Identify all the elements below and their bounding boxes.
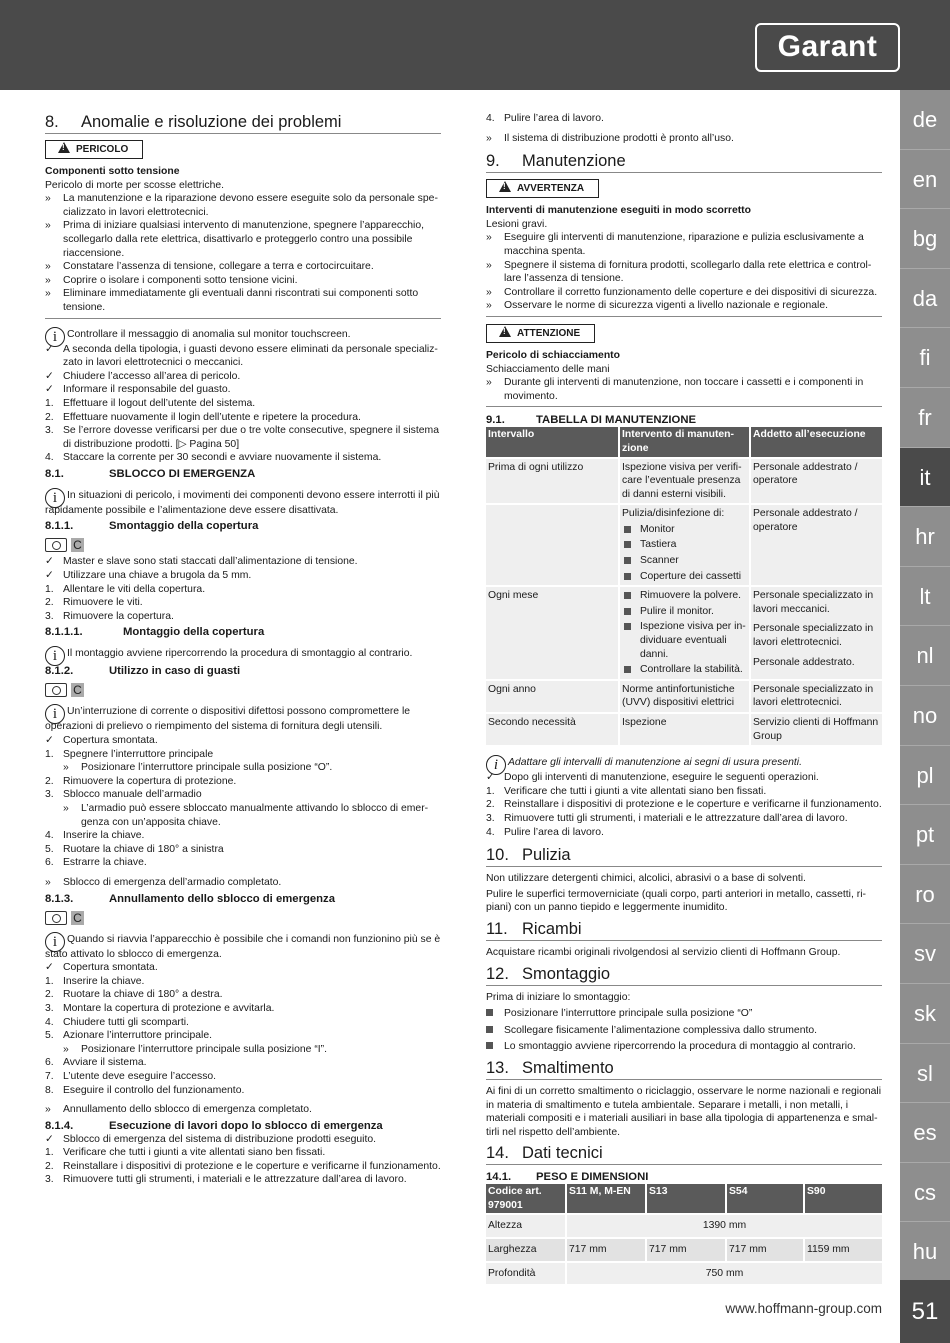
paragraph: Non utilizzare detergenti chimici, alcolici, abrasivi o a base di solventi. <box>486 873 806 885</box>
step-item: 6. Estrarre la chiave. <box>45 857 147 869</box>
warning-icon <box>58 142 70 153</box>
list-item: Scollegare fisicamente l’alimentazione complessiva dallo strumento. <box>486 1024 882 1038</box>
footer-url[interactable]: www.hoffmann-group.com <box>725 1301 882 1316</box>
check-item: ✓ Master e slave sono stati staccati dall’alimentazione di tensione. <box>45 556 358 568</box>
step-item: 8. Eseguire il controllo del funzionamento. <box>45 1084 245 1096</box>
language-tab-pt[interactable]: pt <box>900 805 950 865</box>
check-item: ✓ A seconda della tipologia, i guasti devono essere eliminati da personale specializzato in lavori elettrotecnici o meccanici. <box>45 343 438 369</box>
step-item: 1. Verificare che tutti i giunti a vite allentati siano ben fissati. <box>486 785 767 797</box>
step-item: 4. Pulire l’area di lavoro. <box>486 113 604 124</box>
info-icon: i <box>45 327 65 347</box>
check-item: ✓ Copertura smontata. <box>45 735 158 747</box>
info-icon: i <box>45 488 65 508</box>
list-item: Posizionare l’interruttore principale sulla posizione “O” <box>486 1007 882 1021</box>
paragraph: Prima di iniziare lo smontaggio: <box>486 991 631 1003</box>
page-number: 51 <box>900 1280 950 1343</box>
list-item: » Durante gli interventi di manutenzione, non toccare i cassetti e i componenti in movimento. <box>486 377 864 402</box>
caution-label: !ATTENZIONE <box>486 324 595 343</box>
list-item: » Eliminare immediatamente gli eventuali danni riscontrati sui componenti sotto tensione. <box>45 288 419 313</box>
language-tab-da[interactable]: da <box>900 269 950 329</box>
subsection-heading: 8.1. SBLOCCO DI EMERGENZA <box>45 467 256 480</box>
step-item: 6. Avviare il sistema. <box>45 1057 147 1069</box>
step-item: 3. Rimuovere tutti gli strumenti, i materiali e le attrezzature dall’area di lavoro. <box>486 812 848 824</box>
step-item: 1. Spegnere l’interruttore principale <box>45 748 214 760</box>
list-item: » Prima di iniziare qualsiasi intervento di manutenzione, spegnere l’apparecchio, scollegarlo dalla rete elettrica, disattivarlo e proteggerlo contro una possibile riaccensione. <box>45 220 424 259</box>
step-item: 4. Pulire l’area di lavoro. <box>486 826 604 838</box>
tool-icons <box>45 538 441 552</box>
check-item: ✓ Informare il responsabile del guasto. <box>45 384 231 396</box>
table-row: Secondo necessità Ispezione Servizio clienti di Hoffmann Group <box>486 713 882 745</box>
language-tab-nl[interactable]: nl <box>900 626 950 686</box>
table-row: Ogni mese Rimuovere la polvere. Pulire il monitor. Ispezione visiva per individuare eventuali danni. Controllare la stabilità. Personale specializzato in lavori meccanici. Personale specializzato in lavori elettrotecnici. Personale addestrato. <box>486 586 882 680</box>
step-item: 1. Effettuare il logout dell’utente del sistema. <box>45 397 256 409</box>
sub-item: » Posizionare l’interruttore principale sulla posizione “I”. <box>63 1043 328 1055</box>
table-header: Intervento di manutenzione <box>619 427 750 457</box>
table-row: Profondità 750 mm <box>486 1262 882 1285</box>
info-note: i In situazioni di pericolo, i movimenti dei componenti devono essere interrotti il più rapidamente possibile e l’alimentazione deve essere disattivata. <box>45 489 440 516</box>
step-item: 2. Reinstallare i dispositivi di protezione e le coperture e verificarne il funzionamento. <box>486 799 882 811</box>
language-tab-en[interactable]: en <box>900 150 950 210</box>
list-item: » La manutenzione e la riparazione devono essere eseguite solo da personale specializzato in lavori elettrotecnici. <box>45 193 438 218</box>
step-item: 3. Sblocco manuale dell’armadio <box>45 789 202 801</box>
section-heading: 12. Smontaggio <box>486 964 882 986</box>
list-item: » Constatare l’assenza di tensione, collegare a terra e cortocircuitare. <box>45 261 374 273</box>
warning-title: Pericolo di schiacciamento <box>486 349 620 361</box>
step-item: 5. Azionare l’interruttore principale. <box>45 1030 213 1042</box>
language-tab-hu[interactable]: hu <box>900 1222 950 1282</box>
step-item: 2. Rimuovere le viti. <box>45 597 143 609</box>
table-header: Addetto all’esecuzione <box>750 427 882 457</box>
maintenance-table <box>486 427 882 745</box>
subsection-heading: 8.1.1. Smontaggio della copertura <box>45 520 259 533</box>
language-tab-no[interactable]: no <box>900 686 950 746</box>
warning-icon <box>499 326 511 337</box>
table-row: Ogni anno Norme antinfortunistiche (UVV) dispositivi elettrici Personale specializzato in lavori elettrotecnici. <box>486 680 882 713</box>
language-tab-sk[interactable]: sk <box>900 984 950 1044</box>
danger-box <box>45 139 441 319</box>
language-tab-sl[interactable]: sl <box>900 1044 950 1104</box>
list-item: » Eseguire gli interventi di manutenzione, riparazione e pulizia esclusivamente a macchina spenta. <box>486 232 864 257</box>
check-item: ✓ Copertura smontata. <box>45 962 158 974</box>
info-icon: i <box>45 932 65 952</box>
list-item: Lo smontaggio avviene ripercorrendo la procedura di montaggio al contrario. <box>486 1040 882 1054</box>
header-bar <box>0 0 950 90</box>
language-tab-lt[interactable]: lt <box>900 567 950 627</box>
step-item: 2. Ruotare la chiave di 180° a destra. <box>45 989 223 1001</box>
language-tab-it[interactable]: it <box>900 448 950 508</box>
info-note: i Il montaggio avviene ripercorrendo la procedura di smontaggio al contrario. <box>45 642 441 662</box>
info-icon: i <box>486 755 506 775</box>
list-item: » Spegnere il sistema di fornitura prodotti, scollegarlo dalla rete elettrica e controllare l’assenza di tensione. <box>486 259 872 285</box>
info-note: i Un’interruzione di corrente o dispositivi difettosi possono compromettere le operazioni di prelievo o riempimento del sistema di fornitura degli utensili. <box>45 706 411 733</box>
step-item: 3. Rimuovere tutti gli strumenti, i materiali e le attrezzature dall’area di lavoro. <box>45 1174 407 1186</box>
list-item: » Controllare il corretto funzionamento delle coperture e dei dispositivi di sicurezza. <box>486 286 878 298</box>
c-icon: C <box>71 538 84 552</box>
info-note: i Quando si riavvia l’apparecchio è possibile che i comandi non funzionino più se è stato attivato lo sblocco di emergenza. <box>45 933 441 960</box>
language-tab-es[interactable]: es <box>900 1103 950 1163</box>
step-item: 3. Se l’errore dovesse verificarsi per due o tre volte consecutive, spegnere il sistema di distribuzione prodotti. [▷ Pagina 50] <box>45 425 439 450</box>
table-header: Codice art. 979001 <box>486 1184 566 1214</box>
tool-icons <box>45 911 441 925</box>
step-item: 3. Rimuovere la copertura. <box>45 610 174 622</box>
section-heading: 13. Smaltimento <box>486 1058 882 1080</box>
step-item: 1. Verificare che tutti i giunti a vite allentati siano ben fissati. <box>45 1147 326 1159</box>
step-item: 1. Allentare le viti della copertura. <box>45 583 206 595</box>
c-icon: C <box>71 683 84 697</box>
step-item: 5. Ruotare la chiave di 180° a sinistra <box>45 843 224 855</box>
check-item: ✓ Sblocco di emergenza del sistema di distribuzione prodotti eseguito. <box>45 1133 377 1145</box>
warning-box <box>486 178 882 317</box>
table-row: Prima di ogni utilizzo Ispezione visiva per verificare l’eventuale presenza di danni esterni visibili. Personale addestrato / operatore <box>486 458 882 505</box>
step-item: 3. Montare la copertura di protezione e avvitarla. <box>45 1002 275 1014</box>
warning-label: !AVVERTENZA <box>486 179 599 198</box>
subsection-heading: 9.1. TABELLA DI MANUTENZIONE <box>486 414 697 427</box>
step-item: 1. Inserire la chiave. <box>45 975 145 987</box>
language-tab-fr[interactable]: fr <box>900 388 950 448</box>
tool-icons <box>45 683 441 697</box>
section-heading: 8. Anomalie e risoluzione dei problemi <box>45 112 441 134</box>
language-tab-pl[interactable]: pl <box>900 746 950 806</box>
dimensions-table <box>486 1184 882 1284</box>
info-icon: i <box>45 704 65 724</box>
sub-item: » Posizionare l’interruttore principale sulla posizione “O”. <box>63 762 333 774</box>
result-item: » Sblocco di emergenza dell’armadio completato. <box>45 876 282 888</box>
garant-logo: Garant <box>755 23 900 72</box>
warning-subtitle: Pericolo di morte per scosse elettriche. <box>45 179 225 191</box>
warning-title: Componenti sotto tensione <box>45 166 180 177</box>
table-row: Altezza 1390 mm <box>486 1214 882 1238</box>
language-tab-de[interactable]: de <box>900 90 950 150</box>
paragraph: Pulire le superfici termoverniciate (quali corpo, parti anteriori in metallo, cassetti, ripiani) con un panno tiepido e leggermente inumidito. <box>486 888 866 914</box>
warning-icon <box>499 181 511 192</box>
step-item: 4. Inserire la chiave. <box>45 830 145 842</box>
danger-label: !PERICOLO <box>45 140 143 159</box>
section-heading: 9. Manutenzione <box>486 151 882 173</box>
camera-icon <box>45 911 67 925</box>
language-tab-cs[interactable]: cs <box>900 1163 950 1223</box>
paragraph: Acquistare ricambi originali rivolgendosi al servizio clienti di Hoffmann Group. <box>486 946 841 958</box>
result-item: » Il sistema di distribuzione prodotti è pronto all’uso. <box>486 132 734 144</box>
language-sidebar <box>900 90 950 1343</box>
subsection-heading: 8.1.3. Annullamento dello sblocco di emergenza <box>45 892 335 905</box>
table-header: S13 <box>646 1184 726 1214</box>
language-tab-ro[interactable]: ro <box>900 865 950 925</box>
c-icon: C <box>71 911 84 925</box>
language-tab-fi[interactable]: fi <box>900 328 950 388</box>
sub-item: » L’armadio può essere sbloccato manualmente attivando lo sblocco di emergenza con un’apposita chiave. <box>63 803 429 828</box>
language-tab-bg[interactable]: bg <box>900 209 950 269</box>
subsection-heading: 8.1.2. Utilizzo in caso di guasti <box>45 665 241 678</box>
left-column <box>45 112 441 1187</box>
caution-box <box>486 323 882 407</box>
table-header: S54 <box>726 1184 804 1214</box>
step-item: 7. L’utente deve eseguire l’accesso. <box>45 1070 217 1082</box>
check-item: ✓ Chiudere l’accesso all’area di pericolo. <box>45 370 241 382</box>
table-row: Pulizia/disinfezione di: Monitor Tastiera Scanner Coperture dei cassetti Personale addestrato / operatore <box>486 504 882 586</box>
list-item: » Coprire o isolare i componenti sotto tensione vicini. <box>45 274 298 286</box>
camera-icon <box>45 538 67 552</box>
paragraph: Ai fini di un corretto smaltimento o riciclaggio, osservare le norme nazionali e regionali in materia di smaltimento e tutela ambientale. Separare i metalli, i non metalli, i materiali compositi e i materiali ausiliari in base alla tipologia di appartenenza e smaltirli nel rispetto dell’ambiente. <box>486 1085 882 1138</box>
result-item: » Annullamento dello sblocco di emergenza completato. <box>45 1104 312 1116</box>
step-item: 4. Staccare la corrente per 30 secondi e avviare nuovamente il sistema. <box>45 452 382 464</box>
warning-subtitle: Lesioni gravi. <box>486 218 548 230</box>
table-header: S90 <box>804 1184 882 1214</box>
subsection-heading: 8.1.1.1. Montaggio della copertura <box>45 626 265 639</box>
step-item: 2. Rimuovere la copertura di protezione. <box>45 775 237 787</box>
check-item: ✓ Utilizzare una chiave a brugola da 5 mm. <box>45 570 252 582</box>
language-tab-sv[interactable]: sv <box>900 924 950 984</box>
section-heading: 11. Ricambi <box>486 919 882 941</box>
table-row: Larghezza 717 mm 717 mm 717 mm 1159 mm <box>486 1238 882 1262</box>
camera-icon <box>45 683 67 697</box>
info-note: i Adattare gli intervalli di manutenzione ai segni di usura presenti. <box>486 751 882 771</box>
table-header: S11 M, M-EN <box>566 1184 646 1214</box>
language-tab-hr[interactable]: hr <box>900 507 950 567</box>
step-item: 2. Reinstallare i dispositivi di protezione e le coperture e verificarne il funzionamento. <box>45 1160 441 1172</box>
subsection-heading: 14.1. PESO E DIMENSIONI <box>486 1171 649 1184</box>
section-heading: 10. Pulizia <box>486 845 882 867</box>
info-note: i Controllare il messaggio di anomalia sul monitor touchscreen. <box>45 323 441 343</box>
list-item: » Osservare le norme di sicurezza vigenti a livello nazionale e regionale. <box>486 300 829 312</box>
warning-subtitle: Schiacciamento delle mani <box>486 363 610 375</box>
section-heading: 14. Dati tecnici <box>486 1143 882 1165</box>
info-icon: i <box>45 646 65 666</box>
warning-title: Interventi di manutenzione eseguiti in modo scorretto <box>486 205 751 217</box>
table-header: Intervallo <box>486 427 619 457</box>
step-item: 4. Chiudere tutti gli scomparti. <box>45 1016 189 1028</box>
subsection-heading: 8.1.4. Esecuzione di lavori dopo lo sblocco di emergenza <box>45 1119 383 1132</box>
step-item: 2. Effettuare nuovamente il login dell’utente e ripetere la procedura. <box>45 411 361 423</box>
right-column <box>486 112 882 1284</box>
check-item: ✓ Dopo gli interventi di manutenzione, eseguire le seguenti operazioni. <box>486 772 819 784</box>
